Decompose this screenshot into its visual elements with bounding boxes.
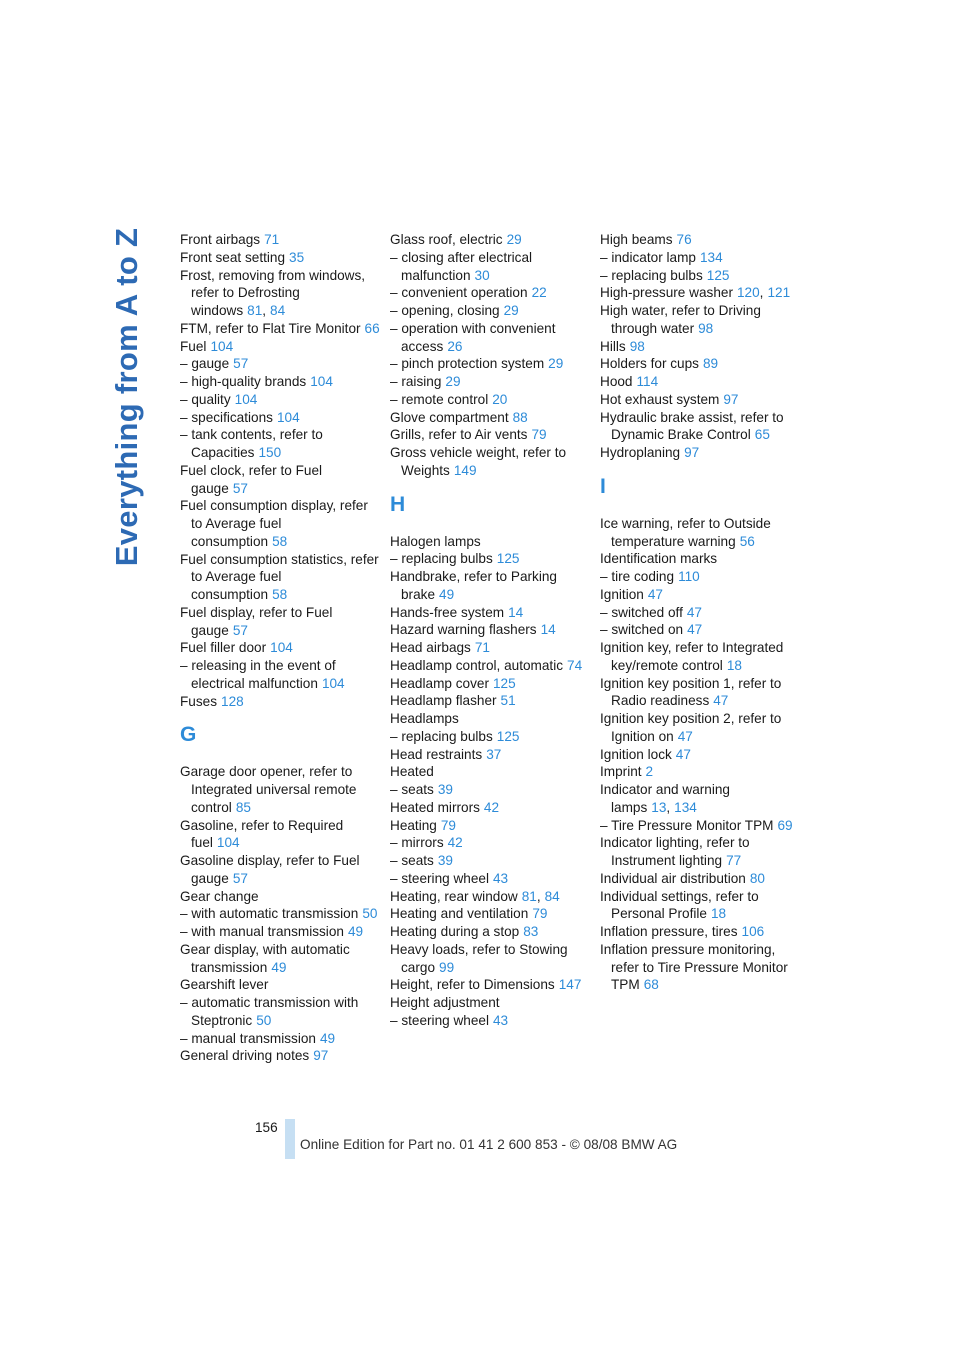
page-reference-link[interactable]: 47 (687, 622, 703, 638)
index-entry-term: Hood (600, 374, 633, 389)
index-entry-term: Head restraints (390, 746, 483, 762)
index-entry (390, 763, 590, 781)
index-letter-heading: I (600, 474, 606, 498)
index-entry-term: Fuel consumption display, refer to Average fuel consumption (180, 498, 368, 549)
index-entry-term: – replacing bulbs (600, 267, 703, 283)
index-entry-term: – releasing in the event of electrical malfunction (180, 658, 336, 691)
index-entry (180, 355, 380, 373)
page-reference-link[interactable]: 84 (270, 303, 286, 318)
page-reference-link[interactable]: 29 (548, 356, 564, 372)
page-reference-link[interactable]: 71 (264, 232, 280, 247)
page-reference-link[interactable]: 128 (221, 693, 244, 709)
index-entry-term: – raising (390, 374, 442, 389)
index-entry-term: Holders for cups (600, 356, 699, 372)
index-entry-term: – tire coding (600, 569, 675, 584)
page-number: 156 (255, 1120, 278, 1135)
index-entry (390, 284, 590, 302)
index-entry-term: Imprint (600, 764, 642, 780)
index-entry-term: Front airbags (180, 232, 261, 247)
index-entry-term: – high-quality brands (180, 374, 307, 389)
page-ref-separator: , (262, 303, 267, 318)
index-entry-term: – with automatic transmission (180, 906, 359, 922)
index-entry-term: Fuel (180, 338, 207, 354)
index-entry-term: Heating, rear window (390, 888, 518, 904)
page-reference-link[interactable]: 76 (676, 232, 692, 247)
index-entry-term: Gross vehicle weight, refer to Weights (390, 445, 567, 478)
index-entry (180, 994, 380, 1030)
page-reference-link[interactable]: 125 (706, 267, 730, 283)
page-reference-link[interactable]: 120 (736, 285, 760, 301)
index-entry-term: – manual transmission (180, 1030, 316, 1046)
page-reference-link[interactable]: 79 (440, 817, 456, 833)
index-entry (600, 941, 800, 994)
page-reference-link[interactable]: 47 (647, 586, 663, 602)
page-reference-link[interactable]: 104 (321, 675, 345, 691)
index-entry (180, 497, 380, 550)
index-entry (390, 302, 590, 320)
index-entry (390, 799, 590, 817)
index-entry (390, 692, 590, 710)
index-entry (390, 728, 590, 746)
page-reference-link[interactable]: 106 (741, 924, 765, 939)
index-entry (390, 550, 590, 568)
index-entry-term: Headlamp control, automatic (390, 657, 564, 673)
page-reference-link[interactable]: 80 (749, 870, 765, 886)
index-entry-term: Ice warning, refer to Outside temperature warning (600, 515, 771, 549)
page-reference-link[interactable]: 77 (726, 853, 742, 868)
page-reference-link[interactable]: 134 (674, 799, 697, 815)
page-reference-link[interactable]: 42 (447, 835, 463, 851)
index-entry (180, 905, 380, 923)
index-entry-term: Individual air distribution (600, 870, 746, 886)
page-reference-link[interactable]: 58 (272, 587, 288, 602)
index-entry (600, 568, 800, 586)
index-entry (180, 267, 380, 320)
page-reference-link[interactable]: 97 (723, 391, 739, 407)
page-reference-link[interactable]: 89 (702, 356, 719, 372)
index-entry-term: Front seat setting (180, 249, 286, 265)
page-reference-link[interactable]: 98 (698, 320, 714, 336)
index-entry-term: – mirrors (390, 835, 444, 851)
index-entry-term: Gasoline display, refer to Fuel gauge (180, 853, 360, 886)
index-entry-term: – seats (390, 782, 434, 797)
index-entry (390, 639, 590, 657)
index-entry (180, 1047, 380, 1065)
index-entry (390, 391, 590, 409)
index-entry (600, 391, 800, 409)
index-entry (600, 604, 800, 622)
index-entry (180, 1030, 380, 1048)
index-entry-term: Head airbags (390, 640, 471, 655)
index-entry (600, 444, 800, 462)
page-reference-link[interactable]: 104 (310, 374, 333, 389)
index-entry-term: – seats (390, 853, 434, 868)
index-entry (390, 426, 590, 444)
index-entry-term: – steering wheel (390, 1012, 489, 1028)
index-entry-term: Headlamp flasher (390, 693, 497, 709)
page-reference-link[interactable]: 14 (508, 604, 524, 620)
page-reference-link[interactable]: 104 (270, 640, 293, 656)
index-entry-term: – closing after electrical malfunction (390, 249, 533, 283)
index-entry-term: – pinch protection system (390, 356, 545, 372)
index-entry (600, 834, 800, 870)
index-entry-term: Fuses (180, 693, 218, 709)
index-entry-term: Hot exhaust system (600, 391, 720, 407)
page-reference-link[interactable]: 50 (256, 1012, 272, 1028)
page-reference-link[interactable]: 56 (739, 533, 755, 549)
index-entry-term: – steering wheel (390, 870, 489, 886)
index-entry-term: Heated (390, 764, 434, 780)
page-reference-link[interactable]: 51 (500, 693, 516, 709)
index-entry-term: Glove compartment (390, 409, 509, 425)
index-entry (600, 550, 800, 568)
index-letter-heading: G (180, 723, 197, 747)
index-entry (180, 763, 380, 816)
page-ref-separator: , (666, 799, 671, 815)
index-entry-term: Hills (600, 338, 626, 354)
page-reference-link[interactable]: 125 (492, 675, 516, 691)
page-reference-link[interactable]: 104 (216, 835, 240, 851)
index-entry-term: – replacing bulbs (390, 728, 493, 744)
index-entry-term: – operation with convenient access (390, 320, 556, 354)
index-entry-term: Fuel display, refer to Fuel gauge (180, 604, 333, 638)
index-entry (390, 320, 590, 356)
index-entry-term: – specifications (180, 409, 273, 425)
index-entry-term: – switched on (600, 622, 684, 638)
index-entry-term: Height adjustment (390, 995, 500, 1010)
page-reference-link[interactable]: 29 (445, 374, 461, 389)
index-entry-term: Gear change (180, 888, 259, 904)
page-reference-link[interactable]: 104 (234, 391, 258, 407)
index-entry (600, 621, 800, 639)
index-entry-term: Glass roof, electric (390, 232, 503, 247)
page-reference-link[interactable]: 65 (754, 427, 770, 443)
index-entry (390, 852, 590, 870)
page-reference-link[interactable]: 79 (532, 906, 548, 922)
index-entry-term: – switched off (600, 604, 683, 620)
index-entry (390, 409, 590, 427)
index-entry (390, 976, 590, 994)
page-reference-link[interactable]: 81 (247, 303, 263, 318)
index-entry (600, 675, 800, 711)
page-reference-link[interactable]: 81 (521, 888, 537, 904)
page-reference-link[interactable]: 13 (651, 799, 667, 815)
page-reference-link[interactable]: 74 (567, 657, 583, 673)
index-entry-term: Ignition lock (600, 746, 672, 762)
index-entry (390, 905, 590, 923)
index-entry-term: Individual settings, refer to Personal Profile (600, 888, 759, 922)
index-entry (600, 302, 800, 338)
page-reference-link[interactable]: 18 (710, 906, 727, 922)
index-entry (390, 888, 590, 906)
index-entry (600, 586, 800, 604)
index-entry-term: FTM, refer to Flat Tire Monitor (180, 320, 361, 336)
page-reference-link[interactable]: 125 (496, 728, 520, 744)
index-entry (390, 781, 590, 799)
footer-accent-bar (285, 1119, 295, 1159)
page-reference-link[interactable]: 47 (686, 604, 702, 620)
index-entry-term: High water, refer to Driving through water (600, 303, 761, 336)
index-entry (180, 231, 380, 249)
index-entry (390, 604, 590, 622)
index-entry (180, 888, 380, 906)
index-entry (180, 320, 380, 338)
index-entry-term: – tank contents, refer to Capacities (180, 427, 323, 460)
index-letter-heading: H (390, 492, 406, 516)
page-reference-link[interactable]: 18 (726, 657, 742, 673)
index-entry-term: – automatic transmission with Steptronic (180, 995, 359, 1028)
page-ref-separator: , (536, 888, 541, 904)
index-entry (600, 888, 800, 924)
index-entry-term: – replacing bulbs (390, 551, 493, 567)
index-entry-term: Ignition (600, 586, 644, 602)
index-entry-term: – remote control (390, 391, 489, 407)
index-entry-term: – opening, closing (390, 303, 500, 318)
page-reference-link[interactable]: 57 (233, 356, 249, 372)
index-entry (390, 1012, 590, 1030)
index-entry-term: Handbrake, refer to Parking brake (390, 569, 557, 602)
page-reference-link[interactable]: 35 (289, 249, 305, 265)
index-entry (180, 817, 380, 853)
page-reference-link[interactable]: 49 (347, 924, 364, 939)
index-entry-term: Heating and ventilation (390, 906, 529, 922)
index-entry (390, 621, 590, 639)
page-reference-link[interactable]: 49 (439, 586, 455, 602)
page-reference-link[interactable]: 121 (767, 285, 791, 301)
page-reference-link[interactable]: 30 (474, 267, 490, 283)
index-entry (180, 941, 380, 977)
index-column-1 (180, 231, 380, 1065)
index-entry-term: Heavy loads, refer to Stowing cargo (390, 941, 568, 975)
index-entry-term: Halogen lamps (390, 533, 481, 549)
index-entry-term: Fuel consumption statistics, refer to Average fuel consumption (180, 551, 379, 602)
index-entry (390, 675, 590, 693)
index-entry-term: Fuel clock, refer to Fuel gauge (180, 462, 323, 496)
index-entry (390, 231, 590, 249)
page-reference-link[interactable]: 99 (439, 959, 455, 975)
page-reference-link[interactable]: 58 (272, 533, 288, 549)
page-reference-link[interactable]: 37 (486, 746, 502, 762)
index-entry (600, 710, 800, 746)
index-entry (390, 923, 590, 941)
index-entry-term: Garage door opener, refer to Integrated universal remote control (180, 764, 357, 815)
index-entry-term: Height, refer to Dimensions (390, 977, 555, 993)
index-entry-term: Ignition key, refer to Integrated key/remote control (600, 640, 784, 673)
index-entry (180, 852, 380, 888)
page-reference-link[interactable]: 85 (235, 799, 251, 815)
index-entry (600, 870, 800, 888)
page-reference-link[interactable]: 97 (684, 445, 700, 460)
index-entry (390, 444, 590, 480)
index-entry-term: Hands-free system (390, 604, 505, 620)
index-entry (600, 231, 800, 249)
index-entry-term: Headlamps (390, 711, 459, 726)
index-entry (600, 817, 800, 835)
index-entry (180, 409, 380, 427)
index-entry (180, 338, 380, 356)
page-reference-link[interactable]: 20 (492, 391, 508, 407)
index-entry (180, 426, 380, 462)
page-reference-link[interactable]: 66 (364, 320, 380, 336)
page-reference-link[interactable]: 68 (643, 977, 659, 993)
index-entry (180, 657, 380, 693)
index-entry-term: Headlamp cover (390, 675, 489, 691)
index-entry-term: – with manual transmission (180, 924, 344, 939)
index-entry-term: Ignition key position 1, refer to Radio readiness (600, 675, 782, 709)
index-entry (180, 249, 380, 267)
index-entry-term: Frost, removing from windows, refer to Defrosting windows (180, 267, 366, 318)
index-entry (390, 870, 590, 888)
section-title-text: Everything from A to Z (109, 227, 144, 567)
index-entry (390, 355, 590, 373)
index-entry-term: General driving notes (180, 1048, 310, 1064)
index-entry-term: Heating during a stop (390, 924, 520, 939)
page-reference-link[interactable]: 57 (232, 622, 248, 638)
index-entry-term: Indicator and warning lamps (600, 782, 730, 815)
index-entry (390, 373, 590, 391)
index-entry-term: Gasoline, refer to Required fuel (180, 817, 344, 851)
page-reference-link[interactable]: 42 (483, 799, 500, 815)
index-entry-term: – indicator lamp (600, 249, 696, 265)
index-entry (600, 639, 800, 675)
index-entry (600, 746, 800, 764)
page-reference-link[interactable]: 2 (645, 764, 654, 780)
page-reference-link[interactable]: 57 (232, 870, 248, 886)
index-entry (600, 781, 800, 817)
index-entry (180, 976, 380, 994)
index-entry-term: – gauge (180, 356, 230, 372)
index-entry-term: Gear display, with automatic transmission (180, 941, 350, 975)
page-reference-link[interactable]: 57 (232, 480, 248, 496)
index-entry (390, 710, 590, 728)
index-entry (600, 284, 800, 302)
index-entry-term: Hydroplaning (600, 445, 681, 460)
page-ref-separator: , (759, 285, 764, 301)
index-entry-term: Indicator lighting, refer to Instrument lighting (600, 835, 750, 868)
index-entry-term: Heated mirrors (390, 799, 480, 815)
index-entry-term: Hydraulic brake assist, refer to Dynamic Brake Control (600, 409, 784, 443)
index-entry (600, 923, 800, 941)
page-reference-link[interactable]: 29 (503, 303, 519, 318)
index-entry-term: Ignition key position 2, refer to Ignition on (600, 711, 782, 744)
page-reference-link[interactable]: 43 (493, 870, 509, 886)
page-reference-link[interactable]: 88 (512, 409, 528, 425)
page-reference-link[interactable]: 50 (362, 906, 378, 922)
page-reference-link[interactable]: 110 (678, 569, 700, 584)
index-entry (600, 409, 800, 445)
index-entry (390, 834, 590, 852)
page-reference-link[interactable]: 150 (258, 445, 282, 460)
index-entry (390, 533, 590, 551)
index-entry-term: Fuel filler door (180, 640, 267, 656)
index-entry-term: – Tire Pressure Monitor TPM (600, 817, 774, 833)
index-entry (180, 923, 380, 941)
page-reference-link[interactable]: 14 (540, 622, 556, 638)
index-entry-term: Heating (390, 817, 437, 833)
index-entry (390, 657, 590, 675)
index-entry (180, 391, 380, 409)
index-entry (600, 373, 800, 391)
index-entry (600, 267, 800, 285)
page-reference-link[interactable]: 39 (437, 782, 453, 797)
index-entry (390, 994, 590, 1012)
page-reference-link[interactable]: 69 (777, 817, 793, 833)
index-entry (600, 249, 800, 267)
page-reference-link[interactable]: 22 (531, 285, 547, 301)
index-entry (180, 604, 380, 640)
index-entry-term: – quality (180, 391, 231, 407)
page-reference-link[interactable]: 114 (636, 374, 659, 389)
page-reference-link[interactable]: 29 (506, 232, 522, 247)
index-entry (600, 763, 800, 781)
page-reference-link[interactable]: 83 (523, 924, 539, 939)
index-entry-term: High-pressure washer (600, 285, 733, 301)
index-entry-term: High beams (600, 232, 673, 247)
index-entry (180, 373, 380, 391)
section-side-title (104, 227, 150, 567)
index-entry-term: – convenient operation (390, 285, 528, 301)
page-reference-link[interactable]: 26 (447, 338, 463, 354)
index-entry-term: Inflation pressure monitoring, refer to Tire Pressure Monitor TPM (600, 941, 788, 993)
index-entry (180, 693, 380, 711)
page-reference-link[interactable]: 47 (677, 728, 693, 744)
page-reference-link[interactable]: 43 (493, 1012, 509, 1028)
page-reference-link[interactable]: 84 (544, 888, 560, 904)
index-entry (180, 551, 380, 604)
page-reference-link[interactable]: 104 (210, 338, 234, 354)
page-reference-link[interactable]: 147 (558, 977, 582, 993)
index-entry (180, 462, 380, 498)
index-entry (390, 568, 590, 604)
index-entry (180, 639, 380, 657)
page-reference-link[interactable]: 47 (713, 693, 729, 709)
index-entry-term: Grills, refer to Air vents (390, 427, 528, 443)
footer-edition-note: Online Edition for Part no. 01 41 2 600 853 - © 08/08 BMW AG (300, 1137, 678, 1152)
page-reference-link[interactable]: 39 (437, 853, 453, 868)
page-reference-link[interactable]: 125 (496, 551, 520, 567)
page-reference-link[interactable]: 134 (699, 249, 723, 265)
page-reference-link[interactable]: 104 (276, 409, 300, 425)
index-entry (390, 941, 590, 977)
index-entry (600, 355, 800, 373)
page-reference-link[interactable]: 97 (313, 1048, 329, 1064)
index-entry-term: Inflation pressure, tires (600, 924, 738, 939)
index-entry (600, 515, 800, 551)
page-reference-link[interactable]: 149 (453, 462, 477, 478)
index-entry (600, 338, 800, 356)
index-column-2 (390, 231, 590, 1030)
index-entry-term: Hazard warning flashers (390, 622, 537, 638)
page-reference-link[interactable]: 49 (320, 1030, 336, 1046)
index-entry-term: Gearshift lever (180, 977, 269, 993)
index-column-3 (600, 231, 800, 994)
index-entry (390, 249, 590, 285)
page-reference-link[interactable]: 49 (271, 959, 287, 975)
page-reference-link[interactable]: 79 (531, 427, 547, 443)
page-reference-link[interactable]: 71 (474, 640, 490, 655)
page-reference-link[interactable]: 98 (629, 338, 645, 354)
index-entry-term: Identification marks (600, 551, 718, 567)
index-entry (390, 746, 590, 764)
index-entry (390, 817, 590, 835)
page-reference-link[interactable]: 47 (675, 746, 691, 762)
